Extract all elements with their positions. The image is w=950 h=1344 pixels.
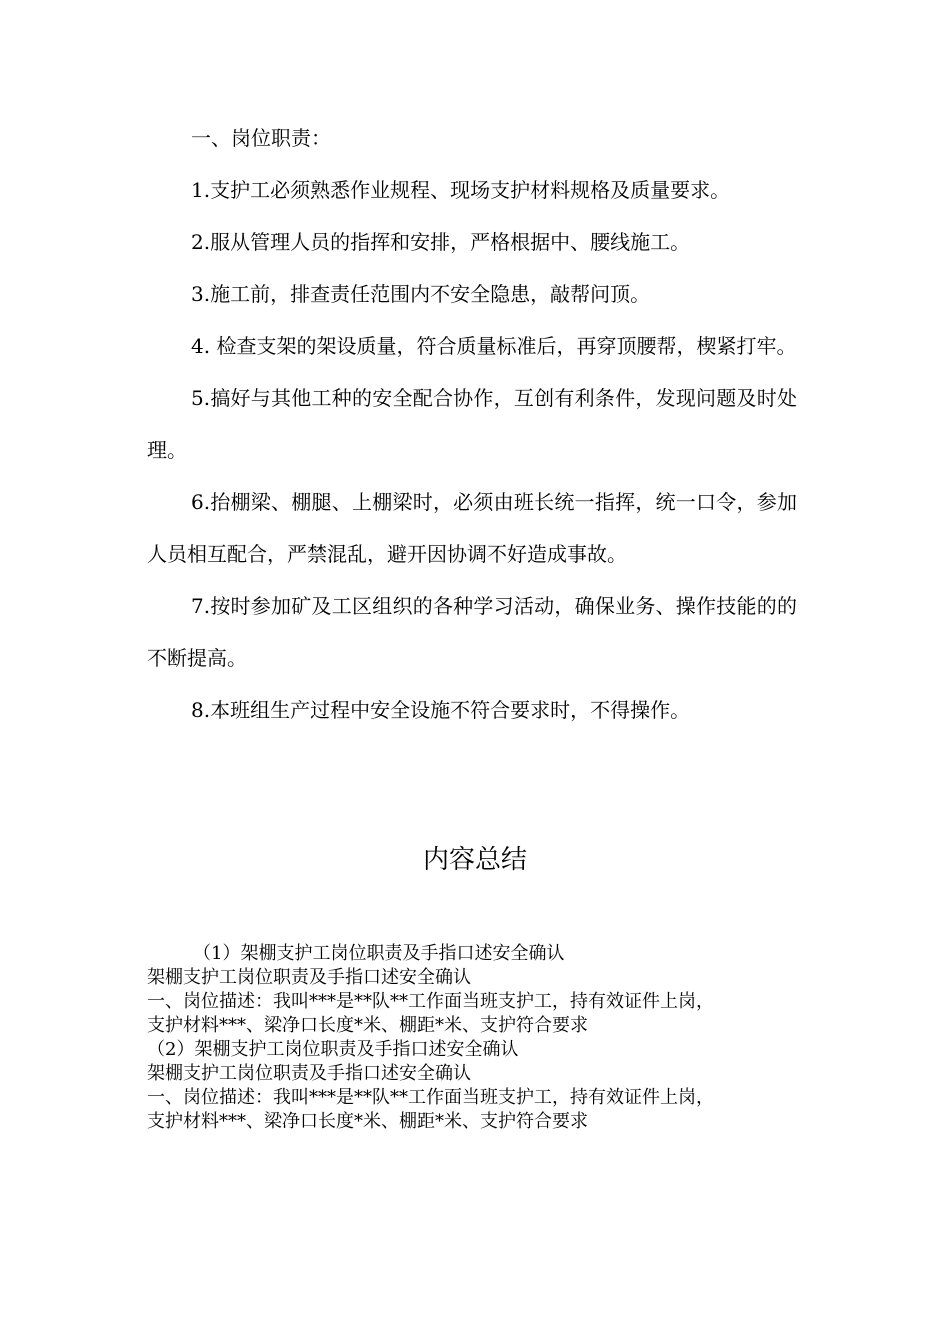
summary-line: 支护材料***、梁净口长度*米、棚距*米、支护符合要求 xyxy=(147,1015,588,1036)
duty-item-6: 6.抬棚梁、棚腿、上棚梁时，必须由班长统一指挥，统一口令，参加人员相互配合，严禁混乱，避开因协调不好造成事故。 xyxy=(147,490,797,566)
summary-line: （1）架棚支护工岗位职责及手指口述安全确认 xyxy=(193,943,565,964)
duties-heading: 一、岗位职责： xyxy=(191,126,331,150)
summary-line: 一、岗位描述：我叫***是**队**工作面当班支护工，持有效证件上岗， xyxy=(147,1087,714,1108)
summary-line: 支护材料***、梁净口长度*米、棚距*米、支护符合要求 xyxy=(147,1111,588,1132)
duty-item-4: 4. 检查支架的架设质量，符合质量标准后，再穿顶腰帮，楔紧打牢。 xyxy=(191,334,797,358)
summary-line: （2）架棚支护工岗位职责及手指口述安全确认 xyxy=(147,1039,519,1060)
summary-title: 内容总结 xyxy=(422,845,527,875)
duty-item-5: 5.搞好与其他工种的安全配合协作，互创有利条件，发现问题及时处理。 xyxy=(147,386,797,462)
duty-item-7: 7.按时参加矿及工区组织的各种学习活动，确保业务、操作技能的的不断提高。 xyxy=(147,594,797,670)
summary-line: 架棚支护工岗位职责及手指口述安全确认 xyxy=(147,1063,471,1084)
summary-line: 架棚支护工岗位职责及手指口述安全确认 xyxy=(147,967,471,988)
duty-item-1: 1.支护工必须熟悉作业规程、现场支护材料规格及质量要求。 xyxy=(191,178,731,202)
summary-section xyxy=(147,942,807,1134)
duty-item-8: 8.本班组生产过程中安全设施不符合要求时，不得操作。 xyxy=(191,698,691,722)
duties-section xyxy=(147,112,797,736)
duty-item-2: 2.服从管理人员的指挥和安排，严格根据中、腰线施工。 xyxy=(191,230,691,254)
summary-line: 一、岗位描述：我叫***是**队**工作面当班支护工，持有效证件上岗， xyxy=(147,991,714,1012)
duty-item-3: 3.施工前，排查责任范围内不安全隐患，敲帮问顶。 xyxy=(191,282,651,306)
